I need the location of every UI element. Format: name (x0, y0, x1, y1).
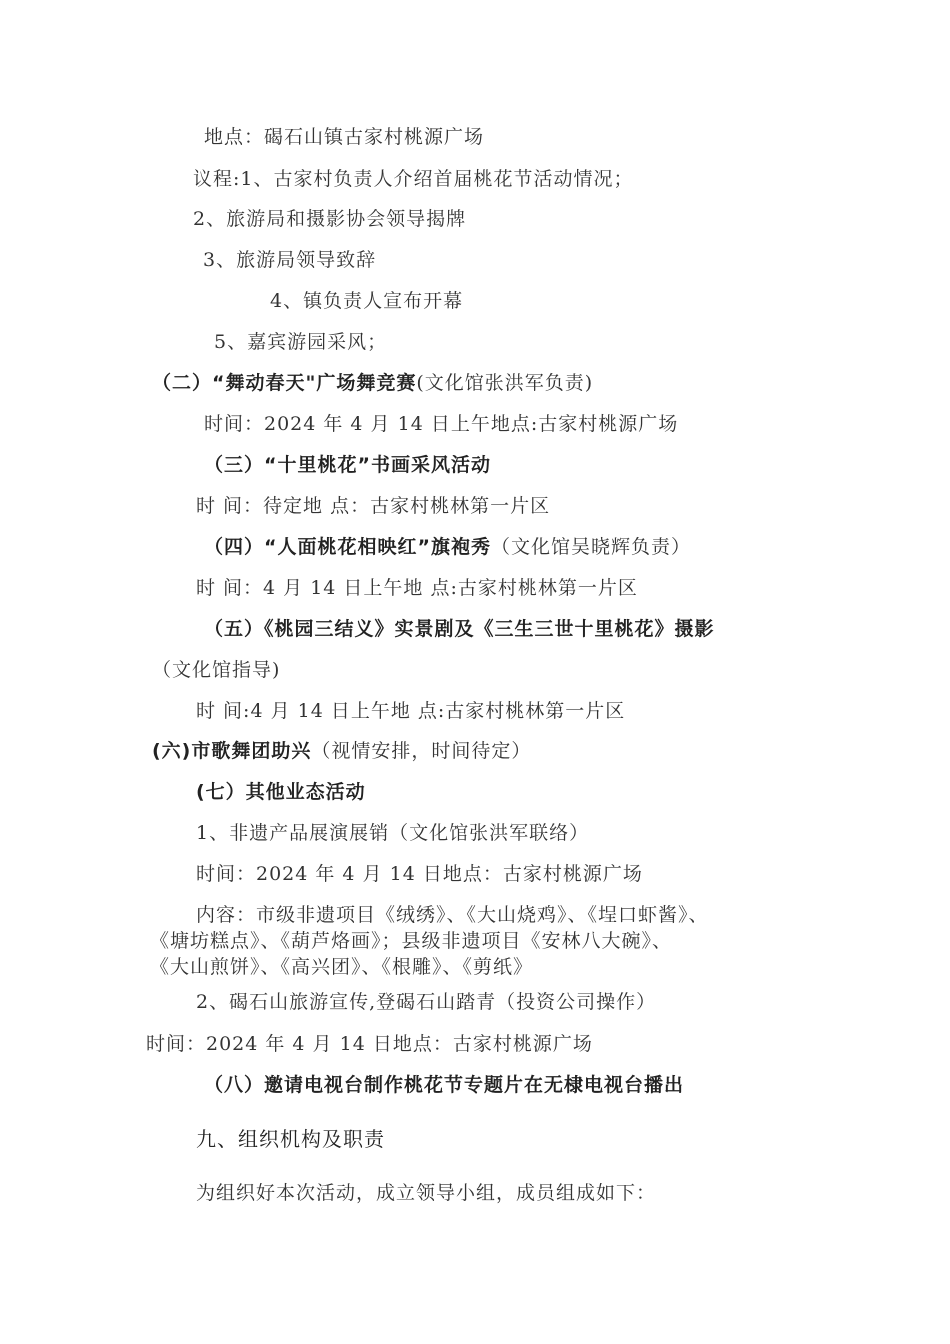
section-4-note: （文化馆吴晓辉负责） (490, 536, 691, 558)
section-7-content-line-2: 《塘坊糕点》、《葫芦烙画》；县级非遗项目《安林八大碗》、 (150, 930, 673, 952)
agenda-item-1: 议程:1、古家村负责人介绍首届桃花节活动情况； (193, 168, 634, 190)
section-7-content-line-1: 内容：市级非遗项目《绒绣》、《大山烧鸡》、《埕口虾酱》、 (196, 904, 709, 926)
section-7-content-line-3: 《大山煎饼》、《高兴团》、《根雕》、《剪纸》 (150, 956, 534, 978)
section-2-note: (文化馆张洪军负责) (416, 372, 594, 394)
agenda-item-5: 5、嘉宾游园采风； (214, 331, 388, 353)
section-3-time: 时 间：待定地 点：古家村桃林第一片区 (196, 495, 551, 517)
section-2-time: 时间：2024 年 4 月 14 日上午地点:古家村桃源广场 (204, 413, 679, 435)
section-3-title: （三）“十里桃花”书画采风活动 (204, 454, 491, 476)
section-7-item-2: 2、碣石山旅游宣传,登碣石山踏青（投资公司操作） (196, 991, 657, 1013)
section-2-heading (152, 370, 593, 396)
agenda-item-3: 3、旅游局领导致辞 (203, 249, 377, 271)
section-4-title: （四）“人面桃花相映红”旗袍秀 (204, 536, 491, 558)
location-line: 地点：碣石山镇古家村桃源广场 (204, 126, 485, 148)
section-7-item-1-time: 时间：2024 年 4 月 14 日地点：古家村桃源广场 (196, 863, 643, 885)
section-7-title: (七）其他业态活动 (196, 781, 366, 803)
section-2-title: （二）“舞动春天"广场舞竞赛 (152, 372, 417, 394)
section-4-heading (204, 534, 691, 560)
section-5-title: （五）《桃园三结义》实景剧及《三生三世十里桃花》摄影 (204, 618, 715, 640)
agenda-item-4: 4、镇负责人宣布开幕 (270, 290, 464, 312)
section-9-heading: 九、组织机构及职责 (196, 1127, 385, 1151)
section-9-intro: 为组织好本次活动，成立领导小组，成员组成如下： (196, 1182, 657, 1204)
section-8-title: （八）邀请电视台制作桃花节专题片在无棣电视台播出 (204, 1074, 685, 1096)
section-4-time: 时 间：4 月 14 日上午地 点:古家村桃林第一片区 (196, 577, 638, 599)
section-6-note: （视情安排，时间待定） (311, 740, 532, 762)
section-6-title: (六)市歌舞团助兴 (152, 740, 312, 762)
section-5-note: （文化馆指导) (152, 659, 281, 681)
agenda-item-2: 2、旅游局和摄影协会领导揭牌 (193, 208, 467, 230)
section-7-item-1: 1、非遗产品展演展销（文化馆张洪军联络） (196, 822, 590, 844)
section-7-item-2-time: 时间：2024 年 4 月 14 日地点：古家村桃源广场 (146, 1033, 593, 1055)
section-6-heading (152, 738, 531, 764)
section-5-time: 时 间:4 月 14 日上午地 点:古家村桃林第一片区 (196, 700, 626, 722)
